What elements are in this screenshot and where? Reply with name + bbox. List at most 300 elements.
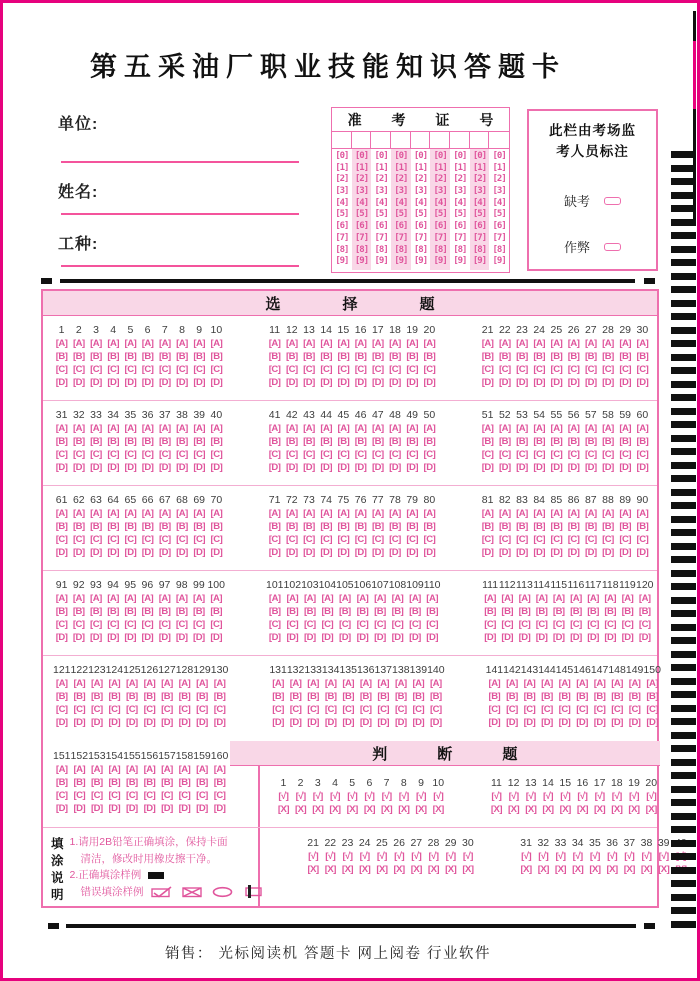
digit-bubble[interactable]: [4] — [413, 197, 428, 208]
option-bubble[interactable]: [B] — [584, 436, 597, 447]
option-bubble[interactable]: [D] — [289, 717, 302, 728]
option-bubble[interactable]: [X] — [312, 804, 324, 815]
option-bubble[interactable]: [D] — [570, 632, 582, 643]
option-bubble[interactable]: [D] — [55, 632, 68, 643]
digit-bubble[interactable]: [1] — [374, 162, 388, 173]
option-bubble[interactable]: [C] — [90, 534, 102, 545]
option-bubble[interactable]: [A] — [371, 423, 384, 434]
option-bubble[interactable]: [A] — [356, 593, 369, 604]
ticket-write-cell[interactable] — [450, 132, 470, 148]
option-bubble[interactable]: [D] — [412, 717, 425, 728]
option-bubble[interactable]: [C] — [371, 364, 384, 375]
option-bubble[interactable]: [X] — [359, 864, 371, 875]
option-bubble[interactable]: [B] — [285, 521, 298, 532]
option-bubble[interactable]: [D] — [285, 462, 298, 473]
option-bubble[interactable]: [C] — [124, 534, 137, 545]
digit-bubble[interactable]: [1] — [394, 162, 408, 173]
option-bubble[interactable]: [D] — [371, 462, 384, 473]
option-bubble[interactable]: [B] — [377, 691, 390, 702]
option-bubble[interactable]: [D] — [337, 547, 350, 558]
option-bubble[interactable]: [A] — [285, 338, 298, 349]
option-bubble[interactable]: [D] — [161, 717, 173, 728]
option-bubble[interactable]: [A] — [196, 678, 208, 689]
option-bubble[interactable]: [C] — [268, 364, 281, 375]
option-bubble[interactable]: [B] — [303, 521, 315, 532]
option-bubble[interactable]: [X] — [594, 804, 606, 815]
option-bubble[interactable]: [A] — [523, 678, 536, 689]
option-bubble[interactable]: [D] — [285, 377, 298, 388]
digit-bubble[interactable]: [0] — [413, 151, 428, 161]
option-bubble[interactable]: [C] — [412, 704, 425, 715]
option-bubble[interactable]: [D] — [285, 547, 298, 558]
option-bubble[interactable]: [D] — [621, 632, 634, 643]
option-bubble[interactable]: [C] — [108, 704, 121, 715]
option-bubble[interactable]: [B] — [320, 521, 333, 532]
option-bubble[interactable]: [B] — [272, 691, 284, 702]
option-bubble[interactable]: [C] — [516, 534, 528, 545]
option-bubble[interactable]: [B] — [126, 777, 138, 788]
option-bubble[interactable]: [√] — [658, 851, 669, 862]
option-bubble[interactable]: [D] — [611, 717, 623, 728]
option-bubble[interactable]: [A] — [550, 423, 563, 434]
option-bubble[interactable]: [√] — [445, 851, 456, 862]
option-bubble[interactable]: [A] — [124, 423, 137, 434]
option-bubble[interactable]: [C] — [158, 449, 171, 460]
option-bubble[interactable]: [A] — [506, 678, 518, 689]
option-bubble[interactable]: [X] — [393, 864, 405, 875]
option-bubble[interactable]: [A] — [158, 338, 171, 349]
digit-bubble[interactable]: [3] — [492, 186, 506, 197]
option-bubble[interactable]: [C] — [285, 449, 298, 460]
option-bubble[interactable]: [B] — [321, 606, 334, 617]
option-bubble[interactable]: [A] — [354, 338, 367, 349]
digit-bubble[interactable]: [3] — [335, 186, 349, 197]
digit-bubble[interactable]: [4] — [354, 197, 369, 208]
option-bubble[interactable]: [A] — [72, 423, 85, 434]
option-bubble[interactable]: [A] — [108, 764, 121, 775]
option-bubble[interactable]: [D] — [176, 377, 188, 388]
option-bubble[interactable]: [A] — [518, 593, 531, 604]
option-bubble[interactable]: [X] — [606, 864, 618, 875]
option-bubble[interactable]: [B] — [268, 351, 281, 362]
option-bubble[interactable]: [B] — [141, 521, 154, 532]
option-bubble[interactable]: [A] — [342, 678, 355, 689]
option-bubble[interactable]: [C] — [602, 364, 614, 375]
option-bubble[interactable]: [B] — [412, 691, 425, 702]
option-bubble[interactable]: [B] — [55, 436, 68, 447]
digit-bubble[interactable]: [9] — [394, 256, 408, 267]
digit-bubble[interactable]: [3] — [413, 186, 428, 197]
option-bubble[interactable]: [√] — [572, 851, 583, 862]
option-bubble[interactable]: [D] — [602, 462, 614, 473]
option-bubble[interactable]: [A] — [498, 338, 511, 349]
option-bubble[interactable]: [D] — [389, 547, 401, 558]
option-bubble[interactable]: [A] — [409, 593, 421, 604]
option-bubble[interactable]: [X] — [640, 864, 653, 875]
option-bubble[interactable]: [D] — [533, 547, 546, 558]
option-bubble[interactable]: [A] — [576, 678, 588, 689]
option-bubble[interactable]: [A] — [550, 508, 563, 519]
option-bubble[interactable]: [C] — [371, 534, 384, 545]
digit-bubble[interactable]: [5] — [472, 209, 487, 220]
option-bubble[interactable]: [X] — [277, 804, 289, 815]
option-bubble[interactable]: [C] — [518, 619, 531, 630]
option-bubble[interactable]: [√] — [521, 851, 532, 862]
option-bubble[interactable]: [D] — [303, 462, 315, 473]
digit-bubble[interactable]: [9] — [335, 256, 349, 267]
option-bubble[interactable]: [B] — [354, 351, 367, 362]
option-bubble[interactable]: [B] — [210, 606, 223, 617]
option-bubble[interactable]: [A] — [533, 423, 546, 434]
option-bubble[interactable]: [B] — [55, 691, 68, 702]
option-bubble[interactable]: [D] — [126, 803, 138, 814]
digit-bubble[interactable]: [8] — [413, 244, 428, 255]
option-bubble[interactable]: [B] — [516, 521, 528, 532]
option-bubble[interactable]: [C] — [107, 534, 120, 545]
option-bubble[interactable]: [B] — [303, 351, 315, 362]
option-bubble[interactable]: [C] — [371, 449, 384, 460]
option-bubble[interactable]: [A] — [636, 338, 649, 349]
ticket-write-cell[interactable] — [391, 132, 411, 148]
digit-bubble[interactable]: [5] — [492, 209, 506, 220]
option-bubble[interactable]: [A] — [210, 508, 223, 519]
option-bubble[interactable]: [D] — [501, 632, 514, 643]
option-bubble[interactable]: [A] — [210, 593, 223, 604]
option-bubble[interactable]: [C] — [389, 534, 401, 545]
option-bubble[interactable]: [C] — [107, 364, 120, 375]
option-bubble[interactable]: [A] — [143, 764, 156, 775]
digit-bubble[interactable]: [2] — [492, 174, 506, 185]
option-bubble[interactable]: [D] — [550, 462, 563, 473]
option-bubble[interactable]: [C] — [354, 364, 367, 375]
option-bubble[interactable]: [A] — [158, 508, 171, 519]
option-bubble[interactable]: [B] — [55, 351, 68, 362]
option-bubble[interactable]: [√] — [381, 791, 392, 802]
option-bubble[interactable]: [C] — [584, 534, 597, 545]
digit-bubble[interactable]: [7] — [354, 232, 369, 243]
option-bubble[interactable]: [D] — [602, 547, 614, 558]
option-bubble[interactable]: [B] — [423, 521, 436, 532]
option-bubble[interactable]: [D] — [143, 717, 156, 728]
ticket-write-cell[interactable] — [352, 132, 372, 148]
option-bubble[interactable]: [D] — [143, 803, 156, 814]
option-bubble[interactable]: [A] — [481, 423, 494, 434]
option-bubble[interactable]: [D] — [210, 377, 223, 388]
option-bubble[interactable]: [X] — [542, 804, 554, 815]
option-bubble[interactable]: [B] — [124, 436, 137, 447]
option-bubble[interactable]: [C] — [210, 534, 223, 545]
option-bubble[interactable]: [C] — [193, 449, 206, 460]
option-bubble[interactable]: [D] — [506, 717, 518, 728]
option-bubble[interactable]: [C] — [535, 619, 548, 630]
digit-bubble[interactable]: [4] — [472, 197, 487, 208]
option-bubble[interactable]: [B] — [558, 691, 571, 702]
option-bubble[interactable]: [D] — [158, 547, 171, 558]
digit-bubble[interactable]: [1] — [413, 162, 428, 173]
digit-bubble[interactable]: [6] — [354, 221, 369, 232]
option-bubble[interactable]: [D] — [108, 717, 121, 728]
ticket-write-cell[interactable] — [470, 132, 490, 148]
option-bubble[interactable]: [C] — [430, 704, 442, 715]
option-bubble[interactable]: [D] — [55, 377, 68, 388]
option-bubble[interactable]: [C] — [286, 619, 299, 630]
option-bubble[interactable]: [B] — [126, 691, 138, 702]
option-bubble[interactable]: [A] — [628, 678, 641, 689]
option-bubble[interactable]: [B] — [389, 351, 401, 362]
option-bubble[interactable]: [A] — [423, 338, 436, 349]
option-bubble[interactable]: [C] — [498, 534, 511, 545]
option-bubble[interactable]: [A] — [423, 423, 436, 434]
option-bubble[interactable]: [X] — [341, 864, 354, 875]
option-bubble[interactable]: [A] — [533, 508, 546, 519]
option-bubble[interactable]: [A] — [268, 338, 281, 349]
option-bubble[interactable]: [D] — [636, 377, 649, 388]
option-bubble[interactable]: [D] — [272, 717, 284, 728]
option-bubble[interactable]: [D] — [498, 462, 511, 473]
option-bubble[interactable]: [A] — [108, 678, 121, 689]
option-bubble[interactable]: [D] — [394, 717, 407, 728]
option-bubble[interactable]: [A] — [359, 678, 372, 689]
digit-bubble[interactable]: [0] — [335, 151, 349, 161]
digit-bubble[interactable]: [5] — [374, 209, 388, 220]
option-bubble[interactable]: [D] — [567, 377, 580, 388]
name-field-input-line[interactable] — [61, 213, 299, 215]
option-bubble[interactable]: [C] — [584, 449, 597, 460]
option-bubble[interactable]: [A] — [593, 678, 606, 689]
option-bubble[interactable]: [A] — [55, 508, 68, 519]
option-bubble[interactable]: [C] — [90, 704, 103, 715]
option-bubble[interactable]: [B] — [359, 691, 372, 702]
option-bubble[interactable]: [A] — [354, 508, 367, 519]
option-bubble[interactable]: [A] — [567, 338, 580, 349]
option-bubble[interactable]: [D] — [423, 377, 436, 388]
option-bubble[interactable]: [√] — [542, 791, 554, 802]
option-bubble[interactable]: [X] — [307, 864, 319, 875]
digit-bubble[interactable]: [3] — [472, 186, 487, 197]
option-bubble[interactable]: [B] — [141, 436, 154, 447]
digit-bubble[interactable]: [9] — [374, 256, 388, 267]
option-bubble[interactable]: [A] — [371, 338, 384, 349]
option-bubble[interactable]: [C] — [628, 704, 641, 715]
option-bubble[interactable]: [B] — [143, 777, 156, 788]
option-bubble[interactable]: [B] — [409, 606, 421, 617]
option-bubble[interactable]: [B] — [158, 436, 171, 447]
option-bubble[interactable]: [A] — [484, 593, 496, 604]
option-bubble[interactable]: [B] — [501, 606, 514, 617]
option-bubble[interactable]: [C] — [320, 534, 333, 545]
option-bubble[interactable]: [X] — [554, 864, 567, 875]
option-bubble[interactable]: [B] — [621, 606, 634, 617]
digit-bubble[interactable]: [7] — [374, 232, 388, 243]
option-bubble[interactable]: [D] — [567, 462, 580, 473]
option-bubble[interactable]: [D] — [178, 717, 191, 728]
option-bubble[interactable]: [B] — [286, 606, 299, 617]
option-bubble[interactable]: [C] — [55, 704, 68, 715]
digit-bubble[interactable]: [3] — [394, 186, 408, 197]
option-bubble[interactable]: [A] — [406, 508, 419, 519]
option-bubble[interactable]: [D] — [90, 462, 102, 473]
option-bubble[interactable]: [D] — [124, 547, 137, 558]
option-bubble[interactable]: [√] — [342, 851, 353, 862]
option-bubble[interactable]: [A] — [213, 764, 226, 775]
option-bubble[interactable]: [B] — [124, 606, 137, 617]
option-bubble[interactable]: [C] — [533, 449, 546, 460]
option-bubble[interactable]: [C] — [55, 449, 68, 460]
digit-bubble[interactable]: [9] — [453, 256, 467, 267]
digit-bubble[interactable]: [1] — [335, 162, 349, 173]
option-bubble[interactable]: [C] — [602, 534, 614, 545]
option-bubble[interactable]: [A] — [72, 508, 85, 519]
option-bubble[interactable]: [D] — [141, 462, 154, 473]
option-bubble[interactable]: [A] — [602, 508, 614, 519]
digit-bubble[interactable]: [2] — [335, 174, 349, 185]
option-bubble[interactable]: [D] — [638, 632, 651, 643]
cheat-mark-box[interactable] — [604, 243, 621, 251]
option-bubble[interactable]: [D] — [193, 547, 206, 558]
option-bubble[interactable]: [D] — [389, 462, 401, 473]
digit-bubble[interactable]: [7] — [335, 232, 349, 243]
option-bubble[interactable]: [C] — [423, 364, 436, 375]
option-bubble[interactable]: [D] — [320, 462, 333, 473]
option-bubble[interactable]: [D] — [193, 632, 205, 643]
option-bubble[interactable]: [A] — [481, 508, 494, 519]
option-bubble[interactable]: [C] — [272, 704, 284, 715]
option-bubble[interactable]: [C] — [636, 534, 649, 545]
option-bubble[interactable]: [C] — [481, 364, 494, 375]
option-bubble[interactable]: [B] — [602, 351, 614, 362]
option-bubble[interactable]: [B] — [213, 691, 226, 702]
option-bubble[interactable]: [C] — [141, 364, 154, 375]
option-bubble[interactable]: [A] — [423, 508, 436, 519]
option-bubble[interactable]: [D] — [488, 717, 501, 728]
option-bubble[interactable]: [A] — [213, 678, 226, 689]
option-bubble[interactable]: [B] — [481, 351, 494, 362]
digit-bubble[interactable]: [4] — [433, 197, 447, 208]
option-bubble[interactable]: [D] — [324, 717, 337, 728]
option-bubble[interactable]: [C] — [619, 534, 632, 545]
option-bubble[interactable]: [X] — [324, 864, 336, 875]
option-bubble[interactable]: [X] — [363, 804, 375, 815]
option-bubble[interactable]: [A] — [124, 508, 137, 519]
option-bubble[interactable]: [X] — [415, 804, 427, 815]
option-bubble[interactable]: [D] — [175, 632, 188, 643]
option-bubble[interactable]: [C] — [126, 790, 138, 801]
option-bubble[interactable]: [A] — [285, 508, 298, 519]
option-bubble[interactable]: [A] — [533, 338, 546, 349]
option-bubble[interactable]: [D] — [72, 377, 85, 388]
option-bubble[interactable]: [B] — [176, 351, 188, 362]
digit-bubble[interactable]: [0] — [394, 151, 408, 161]
option-bubble[interactable]: [D] — [567, 547, 580, 558]
option-bubble[interactable]: [C] — [484, 619, 496, 630]
option-bubble[interactable]: [D] — [541, 717, 553, 728]
option-bubble[interactable]: [D] — [636, 547, 649, 558]
option-bubble[interactable]: [C] — [423, 534, 436, 545]
option-bubble[interactable]: [B] — [646, 691, 659, 702]
option-bubble[interactable]: [D] — [406, 462, 419, 473]
option-bubble[interactable]: [C] — [498, 449, 511, 460]
digit-bubble[interactable]: [3] — [374, 186, 388, 197]
option-bubble[interactable]: [B] — [567, 521, 580, 532]
option-bubble[interactable]: [A] — [210, 338, 223, 349]
option-bubble[interactable]: [B] — [108, 691, 121, 702]
option-bubble[interactable]: [B] — [619, 521, 632, 532]
digit-bubble[interactable]: [9] — [492, 256, 506, 267]
option-bubble[interactable]: [A] — [389, 508, 401, 519]
option-bubble[interactable]: [C] — [196, 704, 208, 715]
option-bubble[interactable]: [B] — [124, 521, 137, 532]
option-bubble[interactable]: [A] — [406, 338, 419, 349]
option-bubble[interactable]: [C] — [268, 619, 281, 630]
option-bubble[interactable]: [D] — [584, 377, 597, 388]
option-bubble[interactable]: [C] — [73, 790, 86, 801]
option-bubble[interactable]: [D] — [423, 462, 436, 473]
unit-field-input-line[interactable] — [61, 161, 299, 163]
option-bubble[interactable]: [A] — [611, 678, 623, 689]
option-bubble[interactable]: [√] — [364, 791, 375, 802]
option-bubble[interactable]: [D] — [213, 803, 226, 814]
digit-bubble[interactable]: [4] — [335, 197, 349, 208]
option-bubble[interactable]: [√] — [415, 791, 427, 802]
option-bubble[interactable]: [A] — [584, 338, 597, 349]
digit-bubble[interactable]: [4] — [394, 197, 408, 208]
option-bubble[interactable]: [X] — [376, 864, 388, 875]
option-bubble[interactable]: [D] — [484, 632, 496, 643]
option-bubble[interactable]: [D] — [303, 547, 315, 558]
digit-bubble[interactable]: [0] — [374, 151, 388, 161]
option-bubble[interactable]: [C] — [593, 704, 606, 715]
option-bubble[interactable]: [D] — [523, 717, 536, 728]
option-bubble[interactable]: [C] — [533, 364, 546, 375]
option-bubble[interactable]: [√] — [359, 851, 370, 862]
option-bubble[interactable]: [C] — [289, 704, 302, 715]
option-bubble[interactable]: [D] — [337, 462, 350, 473]
option-bubble[interactable]: [B] — [339, 606, 351, 617]
option-bubble[interactable]: [A] — [303, 423, 315, 434]
option-bubble[interactable]: [C] — [638, 619, 651, 630]
option-bubble[interactable]: [D] — [619, 462, 632, 473]
digit-bubble[interactable]: [1] — [354, 162, 369, 173]
option-bubble[interactable]: [C] — [55, 619, 68, 630]
option-bubble[interactable]: [√] — [428, 851, 439, 862]
option-bubble[interactable]: [X] — [427, 864, 440, 875]
option-bubble[interactable]: [A] — [481, 338, 494, 349]
option-bubble[interactable]: [B] — [406, 351, 419, 362]
option-bubble[interactable]: [C] — [587, 619, 599, 630]
option-bubble[interactable]: [D] — [108, 803, 121, 814]
option-bubble[interactable]: [C] — [107, 619, 119, 630]
option-bubble[interactable]: [B] — [523, 691, 536, 702]
option-bubble[interactable]: [A] — [55, 423, 68, 434]
option-bubble[interactable]: [D] — [90, 717, 103, 728]
option-bubble[interactable]: [D] — [268, 377, 281, 388]
option-bubble[interactable]: [A] — [55, 338, 68, 349]
option-bubble[interactable]: [B] — [303, 606, 316, 617]
option-bubble[interactable]: [A] — [107, 593, 119, 604]
option-bubble[interactable]: [A] — [584, 423, 597, 434]
option-bubble[interactable]: [D] — [210, 632, 223, 643]
option-bubble[interactable]: [D] — [516, 377, 528, 388]
option-bubble[interactable]: [C] — [108, 790, 121, 801]
option-bubble[interactable]: [C] — [143, 790, 156, 801]
option-bubble[interactable]: [X] — [576, 804, 588, 815]
option-bubble[interactable]: [B] — [371, 521, 384, 532]
option-bubble[interactable]: [D] — [268, 547, 281, 558]
digit-bubble[interactable]: [1] — [433, 162, 447, 173]
option-bubble[interactable]: [D] — [126, 717, 138, 728]
option-bubble[interactable]: [√] — [577, 791, 588, 802]
option-bubble[interactable]: [C] — [196, 790, 208, 801]
